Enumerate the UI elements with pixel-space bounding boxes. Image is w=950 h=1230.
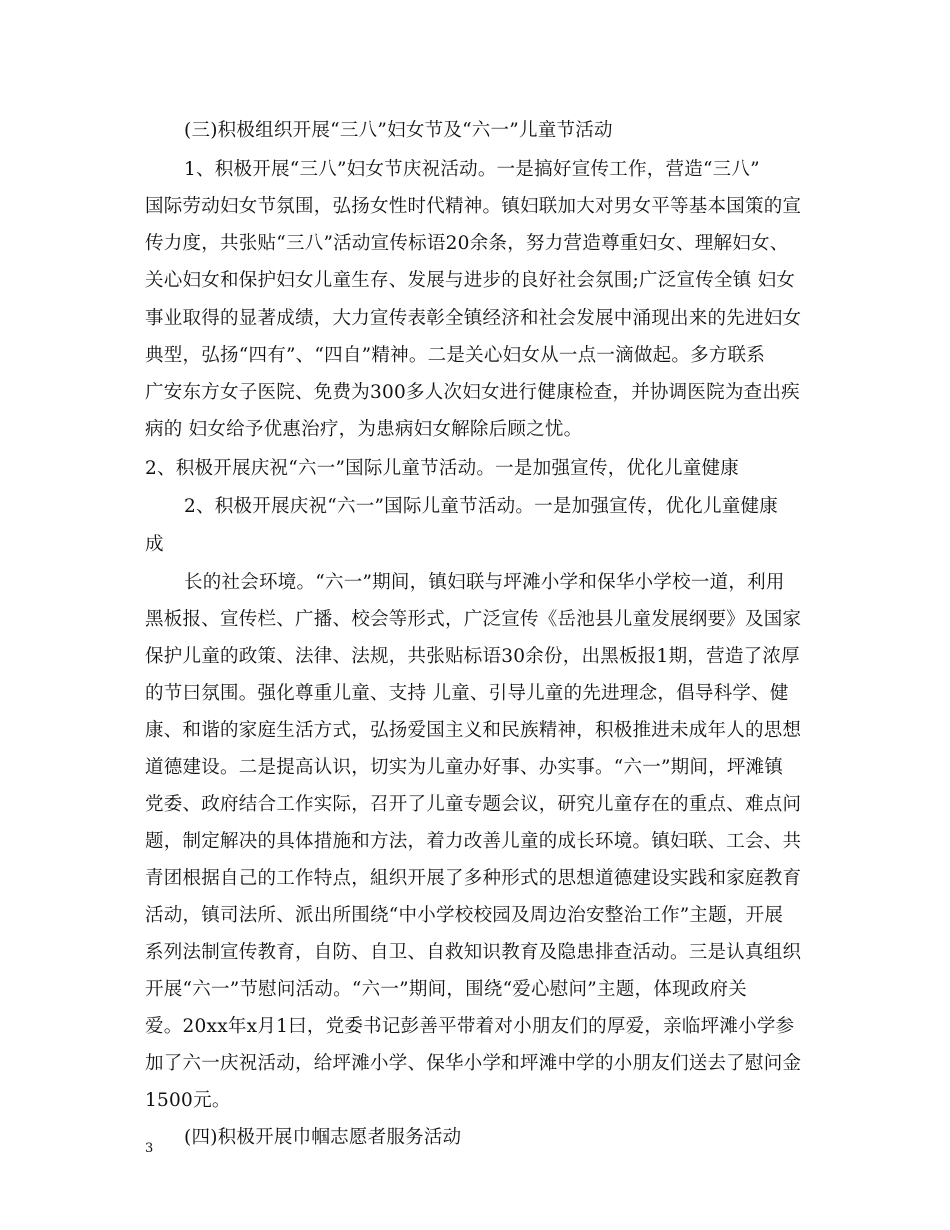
paragraph-line: 2、积极开展庆祝“六一”国际儿童节活动。一是加强宣传，优化儿童健康: [145, 458, 739, 479]
paragraph-line: 题，制定解决的具体措施和方法，着力改善儿童的成长环境。镇妇联、工会、共: [145, 831, 802, 852]
paragraph-line: 的节曰氛围。强化尊重儿童、支持 儿童、引导儿童的先进理念，倡导科学、健: [145, 683, 789, 704]
paragraph-line: 长的社会环境。“六一”期间，镇妇联与坪滩小学和保华小学校一道，利用: [184, 572, 785, 593]
paragraph-line: 关心妇女和保护妇女儿童生存、发展与进步的良好社会氛围;广泛宣传全镇 妇女: [145, 270, 796, 291]
paragraph-line: 典型，弘扬“四有”、“四自”精神。二是关心妇女从一点一滴做起。多方联系: [145, 345, 766, 366]
paragraph-line: 成: [145, 534, 164, 555]
paragraph-line: 1、积极开展“三八”妇女节庆祝活动。一是搞好宣传工作，营造“三八”: [184, 159, 760, 180]
paragraph-line: 爱。20xx年x月1曰，党委书记彭善平带着对小朋友们的厚爱，亲临坪滩小学参: [145, 1016, 795, 1037]
paragraph-line: 事业取得的显著成绩，大力宣传表彰全镇经济和社会发展中涌现出来的先进妇女: [145, 308, 802, 329]
paragraph-line: 传力度，共张贴“三八”活动宣传标语20余条，努力营造尊重妇女、理解妇女、: [145, 233, 789, 254]
paragraph-line: 2、积极开展庆祝“六一”国际儿童节活动。一是加强宣传，优化儿童健康: [184, 496, 778, 517]
paragraph-line: 康、和谐的家庭生活方式，弘扬爱国主义和民族精神，积极推进未成年人的思想: [145, 720, 802, 741]
paragraph-line: 病的 妇女给予优惠治疗，为患病妇女解除后顾之忧。: [145, 419, 583, 440]
paragraph-line: 系列法制宣传教育，自防、自卫、自救知识教育及隐患排查活动。三是认真组织: [145, 942, 802, 963]
paragraph-line: 活动，镇司法所、派出所围绕“中小学校校园及周边治安整治工作”主题，开展: [145, 905, 784, 926]
paragraph-line: 国际劳动妇女节氛围，弘扬女性时代精神。镇妇联加大对男女平等基本国策的宣: [145, 196, 802, 217]
paragraph-line: 1500元。: [145, 1090, 231, 1111]
paragraph-line: 党委、政府结合工作实际，召开了儿童专题会议，研究儿童存在的重点、难点问: [145, 794, 802, 815]
paragraph-line: 黑板报、宣传栏、广播、校会等形式，广泛宣传《岳池县儿童发展纲要》及国家: [145, 609, 802, 630]
paragraph-line: 开展“六一”节慰问活动。“六一”期间，围绕“爱心慰问”主题，体现政府关: [145, 979, 747, 1000]
section-heading-four: (四)积极开展巾帼志愿者服务活动: [184, 1127, 462, 1148]
paragraph-line: 加了六一庆祝活动，给坪滩小学、保华小学和坪滩中学的小朋友们送去了慰问金: [145, 1053, 802, 1074]
paragraph-line: 保护儿童的政策、法律、法规，共张贴标语30余份，出黑板报1期，营造了浓厚: [145, 646, 800, 667]
paragraph-line: 广安东方女子医院、免费为300多人次妇女进行健康检查，并协调医院为查出疾: [145, 382, 800, 403]
paragraph-line: 青团根据自己的工作特点，組织开展了多种形式的思想道德建设实践和家庭教育: [145, 868, 802, 889]
section-heading-three: (三)积极组织开展“三八”妇女节及“六一”儿童节活动: [184, 120, 613, 141]
page-number: 3: [145, 1141, 154, 1156]
paragraph-line: 道德建设。二是提高认识，切实为儿童办好事、办实事。“六一”期间，坪滩镇: [145, 757, 784, 778]
